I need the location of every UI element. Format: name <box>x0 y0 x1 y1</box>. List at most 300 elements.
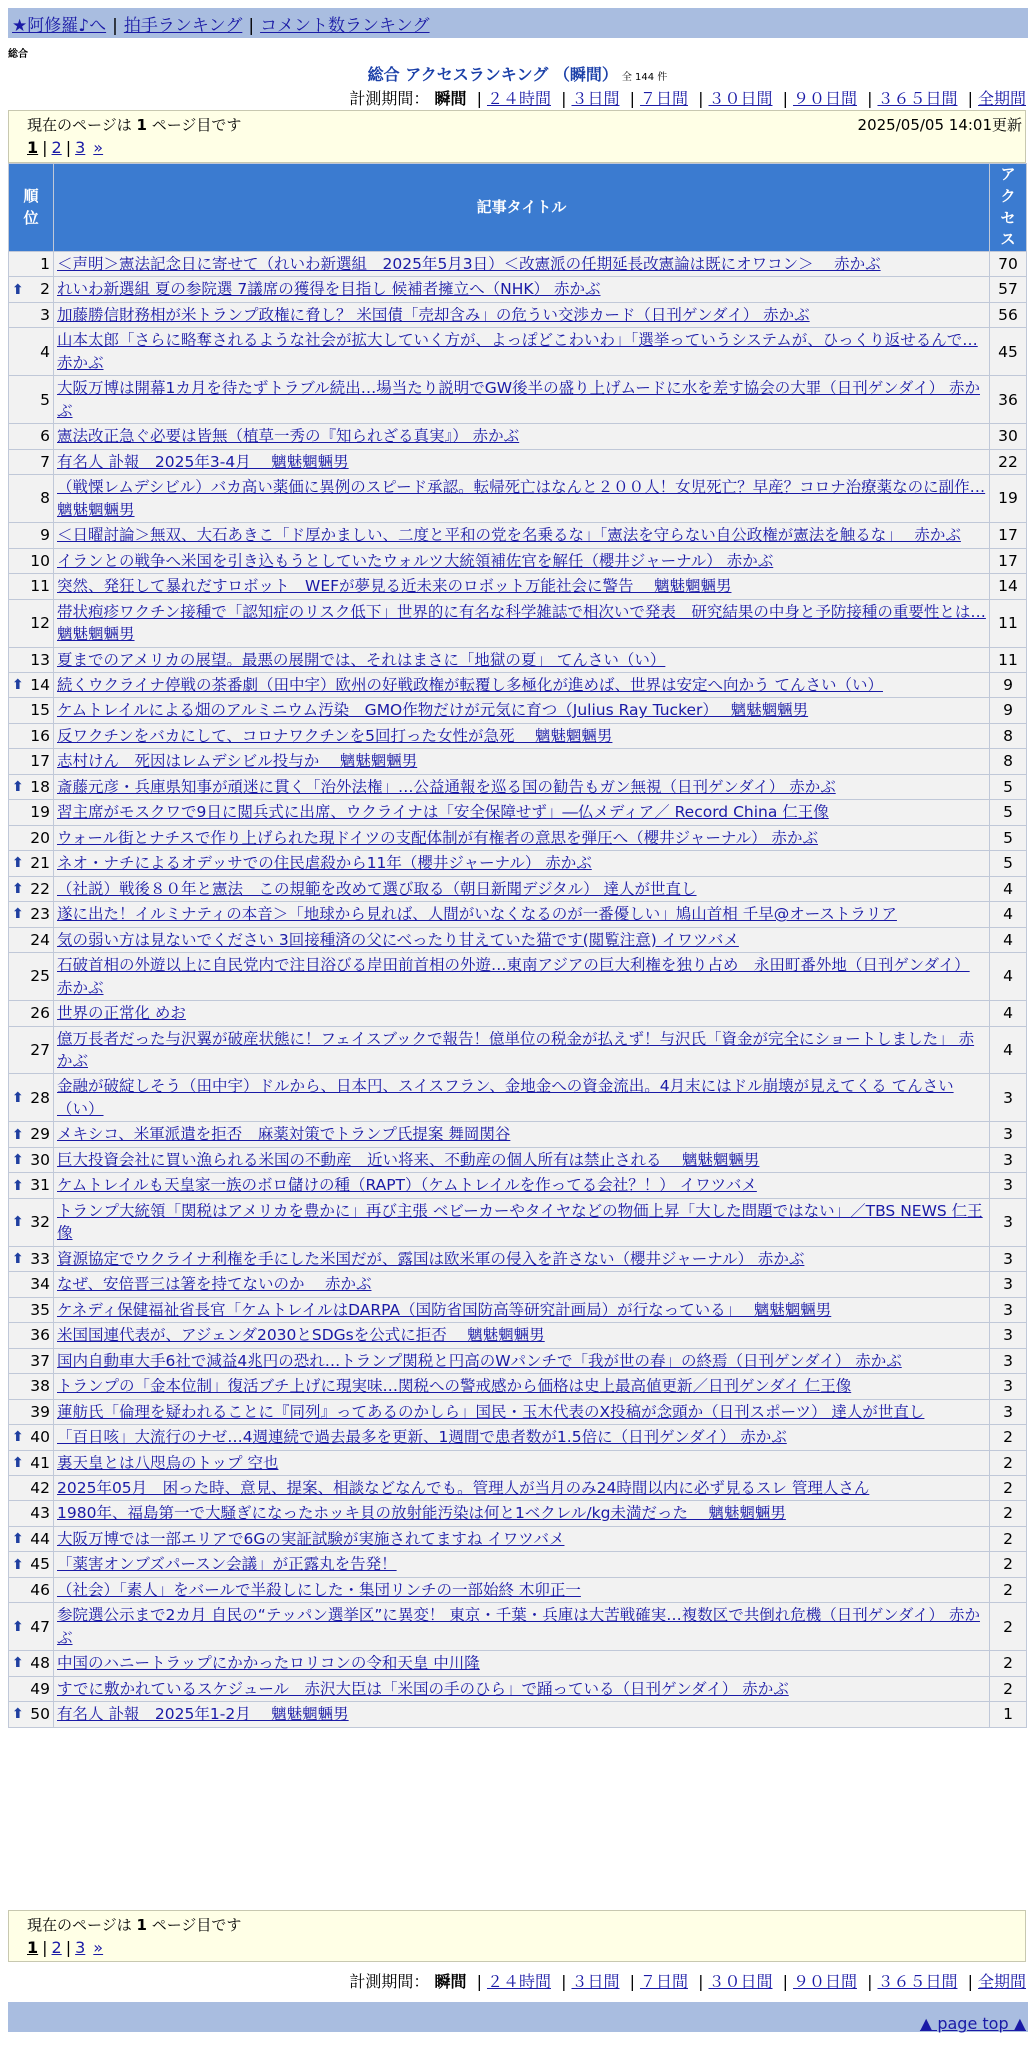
title-cell <box>54 1603 990 1651</box>
total-count: 全 144 件 <box>621 72 668 83</box>
table-row <box>9 1374 1027 1399</box>
table-row <box>9 1272 1027 1297</box>
footer-bar <box>8 2002 1028 2032</box>
title-cell <box>54 1702 990 1727</box>
rank-number: 4 <box>40 342 50 361</box>
access-count: 2 <box>990 1425 1027 1450</box>
rank-number: 15 <box>30 701 50 720</box>
nav-link-comment-ranking[interactable]: コメント数ランキング <box>260 15 430 36</box>
period-link-7d[interactable]: ７日間 <box>639 1972 688 1991</box>
period-separator: | <box>698 89 704 108</box>
article-title-link[interactable]: 憲法改正急ぐ必要は皆無（植草一秀の『知られざる真実』） 赤かぶ <box>57 427 520 446</box>
article-title-link[interactable]: 巨大投資会社に買い漁られる米国の不動産 近い将来、不動産の個人所有は禁止される 魑魅魍魎男 <box>57 1150 760 1169</box>
title-cell <box>54 1001 990 1026</box>
title-cell <box>54 328 990 376</box>
access-count: 2 <box>990 1526 1027 1551</box>
rank-number: 14 <box>30 675 50 694</box>
title-cell <box>54 1475 990 1500</box>
access-count: 3 <box>990 1323 1027 1348</box>
page-title <box>0 62 1035 85</box>
article-title-link[interactable]: 「百日咳」大流行のナゼ…4週連続で過去最多を更新、1週間で患者数が1.5倍に（日刊ゲンダイ） 赤かぶ <box>57 1428 787 1447</box>
access-count: 56 <box>990 302 1027 327</box>
article-title-link[interactable]: 気の弱い方は見ないでください 3回接種済の父にべったり甘えていた猫です(閲覧注意) イワツバメ <box>57 930 739 949</box>
article-title-link[interactable]: 中国のハニートラップにかかったロリコンの令和天皇 中川隆 <box>57 1654 480 1673</box>
rank-cell <box>9 1702 54 1727</box>
article-title-link[interactable]: 億万長者だった与沢翼が破産状態に！フェイスブックで報告！億単位の税金が払えず！与沢氏「資金が完全にショートしました」 赤かぶ <box>57 1029 975 1070</box>
page-status <box>27 1914 241 1935</box>
ranking-table <box>8 163 1027 1728</box>
access-count: 3 <box>990 1198 1027 1246</box>
period-separator: | <box>867 89 873 108</box>
access-count: 4 <box>990 953 1027 1001</box>
rank-number: 17 <box>30 752 50 771</box>
article-title-link[interactable]: 2025年05月 困った時、意見、提案、相談などなんでも。管理人が当月のみ24時間以内に必ず見るスレ 管理人さん <box>57 1478 870 1497</box>
article-title-link[interactable]: トランプ大統領「関税はアメリカを豊かに」再び主張 ベビーカーやタイヤなどの物価上昇「大した問題ではない」／TBS NEWS 仁王像 <box>57 1201 983 1243</box>
rank-cell <box>9 774 54 799</box>
article-title-link[interactable]: 米国国連代表が、アジェンダ2030とSDGsを公式に拒否 魑魅魍魎男 <box>57 1326 545 1345</box>
rank-number: 9 <box>40 526 50 545</box>
rank-cell <box>9 523 54 548</box>
nav-link-ashura[interactable]: ★阿修羅♪へ <box>12 15 107 36</box>
table-row <box>9 1501 1027 1526</box>
table-row <box>9 800 1027 825</box>
title-cell <box>54 774 990 799</box>
period-selector-top <box>349 86 1026 109</box>
rank-number: 30 <box>30 1150 50 1169</box>
rank-cell <box>9 1374 54 1399</box>
period-separator: | <box>476 1972 482 1991</box>
rank-cell <box>9 851 54 876</box>
table-row <box>9 475 1027 523</box>
rank-cell <box>9 1526 54 1551</box>
rank-number: 50 <box>30 1705 50 1724</box>
rank-cell <box>9 1348 54 1373</box>
page-status-prefix: 現在のページは <box>27 1916 132 1934</box>
rank-number: 44 <box>30 1529 50 1548</box>
period-link-all[interactable]: 全期間 <box>977 89 1026 108</box>
rank-cell <box>9 1074 54 1122</box>
rank-cell <box>9 825 54 850</box>
article-title-link[interactable]: 加藤勝信財務相が米トランプ政権に脅し？ 米国債「売却含み」の危うい交渉カード（日刊ゲンダイ） 赤かぶ <box>57 305 810 324</box>
rank-up-arrow-icon: ⬆ <box>12 1089 24 1106</box>
rank-cell <box>9 1173 54 1198</box>
table-row <box>9 1001 1027 1026</box>
article-title-link[interactable]: 遂に出た！イルミナティの本音＞「地球から見れば、人間がいなくなるのが一番優しい」鳩山首相 千早@オーストラリア <box>57 905 897 924</box>
page-status-suffix: ページ目です <box>151 116 242 134</box>
title-cell <box>54 1501 990 1526</box>
period-link-all[interactable]: 全期間 <box>977 1972 1026 1991</box>
access-count: 1 <box>990 1702 1027 1727</box>
ranking-table-body <box>9 252 1027 1728</box>
period-link-365d[interactable]: ３６５日間 <box>877 1972 958 1991</box>
rank-number: 22 <box>30 879 50 898</box>
rank-number: 21 <box>30 854 50 873</box>
period-separator: | <box>967 1972 973 1991</box>
table-row <box>9 876 1027 901</box>
article-title-link[interactable]: 金融が破綻しそう（田中宇）ドルから、日本円、スイスフラン、金地金への資金流出。4月末にはドル崩壊が見えてくる てんさい（い） <box>57 1077 954 1118</box>
article-title-link[interactable]: 山本太郎「さらに略奪されるような社会が拡大していく方が、よっぽどこわいわ」「選挙っていうシステムが、ひっくり返せるんで… 赤かぶ <box>57 331 978 372</box>
rank-cell <box>9 1323 54 1348</box>
rank-cell <box>9 1001 54 1026</box>
rank-up-arrow-icon: ⬆ <box>12 880 24 897</box>
rank-number: 28 <box>30 1088 50 1107</box>
table-row <box>9 1399 1027 1424</box>
access-count: 3 <box>990 1297 1027 1322</box>
access-count: 3 <box>990 1374 1027 1399</box>
title-cell <box>54 1297 990 1322</box>
title-cell <box>54 449 990 474</box>
period-separator: | <box>476 89 482 108</box>
article-title-link[interactable]: 斎藤元彦・兵庫県知事が頑迷に貫く「治外法権」…公益通報を巡る国の勧告もガン無視（日刊ゲンダイ） 赤かぶ <box>57 777 836 796</box>
title-cell <box>54 1074 990 1122</box>
article-title-link[interactable]: イランとの戦争へ米国を引き込もうとしていたウォルツ大統領補佐官を解任（櫻井ジャーナル） 赤かぶ <box>57 551 774 570</box>
access-count: 4 <box>990 1001 1027 1026</box>
rank-cell <box>9 927 54 952</box>
rank-up-arrow-icon: ⬆ <box>12 1618 24 1635</box>
article-title-link[interactable]: 石破首相の外遊以上に自民党内で注目浴びる岸田前首相の外遊…東南アジアの巨大利権を独り占め 永田町番外地（日刊ゲンダイ） 赤かぶ <box>57 956 970 997</box>
rank-cell <box>9 1475 54 1500</box>
page-link-3[interactable]: 3 <box>75 1938 86 1957</box>
article-title-link[interactable]: ＜声明＞憲法記念日に寄せて（れいわ新選組 2025年5月3日）＜改憲派の任期延長改憲論は既にオワコン＞ 赤かぶ <box>57 255 881 273</box>
rank-number: 49 <box>30 1679 50 1698</box>
title-cell <box>54 574 990 599</box>
column-header-title: 記事タイトル <box>54 164 990 252</box>
rank-number: 24 <box>30 930 50 949</box>
article-title-link[interactable]: 大阪万博は開幕1カ月を待たずトラブル続出…場当たり説明でGW後半の盛り上げムードに水を差す協会の大罪（日刊ゲンダイ） 赤かぶ <box>57 379 980 420</box>
table-row <box>9 376 1027 424</box>
article-title-link[interactable]: メキシコ、米軍派遣を拒否 麻薬対策でトランプ氏提案 舞岡関谷 <box>57 1125 511 1144</box>
rank-cell <box>9 1026 54 1074</box>
page-link-3[interactable]: 3 <box>75 138 86 157</box>
rank-number: 41 <box>30 1453 50 1472</box>
access-count: 4 <box>990 876 1027 901</box>
table-row <box>9 252 1027 277</box>
rank-up-arrow-icon: ⬆ <box>12 1126 24 1143</box>
access-count: 30 <box>990 424 1027 449</box>
rank-cell <box>9 424 54 449</box>
rank-cell <box>9 1198 54 1246</box>
rank-number: 25 <box>30 967 50 986</box>
rank-up-arrow-icon: ⬆ <box>12 1214 24 1231</box>
rank-up-arrow-icon: ⬆ <box>12 677 24 694</box>
article-title-link[interactable]: ウォール街とナチスで作り上げられた現ドイツの支配体制が有権者の意思を弾圧へ（櫻井ジャーナル） 赤かぶ <box>57 828 819 847</box>
article-title-link[interactable]: れいわ新選組 夏の参院選 7議席の獲得を目指し 候補者擁立へ（NHK） 赤かぶ <box>57 280 601 299</box>
title-cell <box>54 1348 990 1373</box>
page-separator: | <box>42 1938 48 1957</box>
period-separator: | <box>967 89 973 108</box>
category-label: 総合 <box>8 49 28 60</box>
access-count: 3 <box>990 1147 1027 1172</box>
access-count: 19 <box>990 475 1027 523</box>
rank-cell <box>9 1297 54 1322</box>
access-count: 2 <box>990 1676 1027 1701</box>
article-title-link[interactable]: 帯状疱疹ワクチン接種で「認知症のリスク低下」世界的に有名な科学雑誌で相次いで発表 研究結果の中身と予防接種の重要性とは… 魑魅魍魎男 <box>57 602 986 644</box>
title-cell <box>54 723 990 748</box>
article-title-link[interactable]: 1980年、福島第一で大騒ぎになったホッキ貝の放射能汚染は何と1ベクレル/kg未満だった 魑魅魍魎男 <box>57 1504 786 1523</box>
access-count: 2 <box>990 1450 1027 1475</box>
article-title-link[interactable]: 蓮舫氏「倫理を疑われることに『同列』ってあるのかしら」国民・玉木代表のX投稿が念頭か（日刊スポーツ） 達人が世直し <box>57 1402 925 1421</box>
title-cell <box>54 851 990 876</box>
article-title-link[interactable]: トランプの「金本位制」復活ブチ上げに現実味…関税への警戒感から価格は史上最高値更新／日刊ゲンダイ 仁王像 <box>57 1377 852 1396</box>
title-cell <box>54 302 990 327</box>
rank-number: 39 <box>30 1402 50 1421</box>
article-title-link[interactable]: 裏天皇とは八咫烏のトップ 空也 <box>57 1453 279 1472</box>
title-cell <box>54 1552 990 1577</box>
article-title-link[interactable]: 世界の正常化 めお <box>57 1004 186 1023</box>
access-count: 8 <box>990 723 1027 748</box>
table-row <box>9 825 1027 850</box>
article-title-link[interactable]: すでに敷かれているスケジュール 赤沢大臣は「米国の手のひら」で踊っている（日刊ゲンダイ） 赤かぶ <box>57 1679 789 1698</box>
article-title-link[interactable]: 反ワクチンをバカにして、コロナワクチンを5回打った女性が急死 魑魅魍魎男 <box>57 726 613 745</box>
access-count: 4 <box>990 927 1027 952</box>
title-cell <box>54 927 990 952</box>
article-title-link[interactable]: 資源協定でウクライナ利権を手にした米国だが、露国は欧米軍の侵入を許さない（櫻井ジャーナル） 赤かぶ <box>57 1249 805 1268</box>
rank-number: 31 <box>30 1176 50 1195</box>
rank-number: 38 <box>30 1377 50 1396</box>
title-cell <box>54 599 990 647</box>
title-cell <box>54 1323 990 1348</box>
page-status <box>27 114 241 135</box>
table-row <box>9 851 1027 876</box>
page-next-link[interactable]: » <box>93 138 104 157</box>
title-cell <box>54 876 990 901</box>
title-cell <box>54 647 990 672</box>
rank-cell <box>9 800 54 825</box>
title-cell <box>54 800 990 825</box>
rank-number: 7 <box>40 452 50 471</box>
rank-cell <box>9 647 54 672</box>
title-cell <box>54 523 990 548</box>
table-row <box>9 672 1027 697</box>
nav-link-applause-ranking[interactable]: 拍手ランキング <box>123 15 243 36</box>
rank-cell <box>9 277 54 302</box>
table-row <box>9 1552 1027 1577</box>
article-title-link[interactable]: 習主席がモスクワで9日に閲兵式に出席、ウクライナは「安全保障せず」―仏メディア／ Record China 仁王像 <box>57 803 829 822</box>
pagination <box>27 138 103 157</box>
period-link-365d[interactable]: ３６５日間 <box>877 89 958 108</box>
access-count: 2 <box>990 1475 1027 1500</box>
title-cell <box>54 1122 990 1147</box>
rank-cell <box>9 1501 54 1526</box>
page-separator: | <box>65 1938 72 1957</box>
page-top-link[interactable]: ▲ page top ▲ <box>919 2014 1026 2033</box>
rank-cell <box>9 953 54 1001</box>
page-link-current[interactable]: 1 <box>27 138 39 157</box>
article-title-link[interactable]: 「薬害オンブズパースン会議」が正露丸を告発！ <box>57 1555 397 1574</box>
rank-cell <box>9 1676 54 1701</box>
rank-number: 47 <box>30 1617 50 1636</box>
rank-number: 45 <box>30 1555 50 1574</box>
title-cell <box>54 1147 990 1172</box>
article-title-link[interactable]: 夏までのアメリカの展望。最悪の展開では、それはまさに「地獄の夏」 てんさい（い） <box>57 650 666 669</box>
access-count: 11 <box>990 599 1027 647</box>
article-title-link[interactable]: （戦慄レムデシビル）バカ高い薬価に異例のスピード承認。転帰死亡はなんと２００人！女児死亡？早産？コロナ治療薬なのに副作… 魑魅魍魎男 <box>57 478 986 519</box>
access-count: 11 <box>990 647 1027 672</box>
rank-cell <box>9 252 54 277</box>
rank-cell <box>9 1651 54 1676</box>
period-link-24h[interactable]: ２４時間 <box>486 89 551 108</box>
title-cell <box>54 953 990 1001</box>
period-link-30d[interactable]: ３０日間 <box>708 1972 773 1991</box>
rank-cell <box>9 1450 54 1475</box>
access-count: 70 <box>990 252 1027 277</box>
article-title-link[interactable]: 国内自動車大手6社で減益4兆円の恐れ…トランプ関税と円高のWパンチで「我が世の春」の終焉（日刊ゲンダイ） 赤かぶ <box>57 1351 902 1370</box>
access-count: 45 <box>990 328 1027 376</box>
period-separator: | <box>629 1972 635 1991</box>
article-title-link[interactable]: 大阪万博では一部エリアで6Gの実証試験が実施されてますね イワツバメ <box>57 1529 565 1548</box>
access-count: 17 <box>990 523 1027 548</box>
page-link-2[interactable]: 2 <box>51 138 62 157</box>
title-cell <box>54 1173 990 1198</box>
title-cell <box>54 1272 990 1297</box>
article-title-link[interactable]: ＜日曜討論＞無双、大石あきこ「ド厚かましい、二度と平和の党を名乗るな」「憲法を守らない自公政権が憲法を触るな」 赤かぶ <box>57 526 961 545</box>
access-count: 5 <box>990 800 1027 825</box>
table-row <box>9 1246 1027 1271</box>
rank-number: 29 <box>30 1125 50 1144</box>
period-link-3d[interactable]: ３日間 <box>571 1972 620 1991</box>
rank-up-arrow-icon: ⬆ <box>12 1250 24 1267</box>
rank-up-arrow-icon: ⬆ <box>12 906 24 923</box>
article-title-link[interactable]: ケムトレイルも天皇家一族のボロ儲けの種（RAPT）（ケムトレイルを作ってる会社？！） イワツバメ <box>57 1176 757 1195</box>
access-count: 3 <box>990 1246 1027 1271</box>
rank-cell <box>9 1147 54 1172</box>
period-current: 瞬間 <box>434 1972 467 1991</box>
access-count: 3 <box>990 1399 1027 1424</box>
article-title-link[interactable]: 志村けん 死因はレムデシビル投与か 魑魅魍魎男 <box>57 752 418 771</box>
access-count: 2 <box>990 1552 1027 1577</box>
table-row <box>9 574 1027 599</box>
table-row <box>9 1198 1027 1246</box>
page-title-text: 総合 アクセスランキング （瞬間） <box>367 65 618 84</box>
period-link-24h[interactable]: ２４時間 <box>486 1972 551 1991</box>
rank-cell <box>9 548 54 573</box>
rank-number: 23 <box>30 905 50 924</box>
article-title-link[interactable]: ネオ・ナチによるオデッサでの住民虐殺から11年（櫻井ジャーナル） 赤かぶ <box>57 854 592 873</box>
table-row <box>9 1323 1027 1348</box>
access-count: 9 <box>990 698 1027 723</box>
article-title-link[interactable]: （社会）「素人」をバールで半殺しにした・集団リンチの一部始終 木卯正一 <box>57 1580 581 1599</box>
table-row <box>9 1122 1027 1147</box>
rank-cell <box>9 1577 54 1602</box>
rank-cell <box>9 475 54 523</box>
rank-cell <box>9 1272 54 1297</box>
table-row <box>9 277 1027 302</box>
access-count: 22 <box>990 449 1027 474</box>
period-selector-bottom <box>349 1969 1026 1992</box>
rank-up-arrow-icon: ⬆ <box>12 778 24 795</box>
rank-cell <box>9 1122 54 1147</box>
rank-cell <box>9 302 54 327</box>
table-row <box>9 302 1027 327</box>
table-row <box>9 1475 1027 1500</box>
title-cell <box>54 252 990 277</box>
table-row <box>9 548 1027 573</box>
rank-number: 26 <box>30 1004 50 1023</box>
table-row <box>9 523 1027 548</box>
page-link-current[interactable]: 1 <box>27 1938 39 1957</box>
pagination <box>27 1938 103 1957</box>
period-link-90d[interactable]: ９０日間 <box>792 1972 857 1991</box>
title-cell <box>54 1374 990 1399</box>
page-status-suffix: ページ目です <box>151 1916 242 1934</box>
access-count: 2 <box>990 1651 1027 1676</box>
rank-number: 32 <box>30 1213 50 1232</box>
article-title-link[interactable]: ケネディ保健福祉省長官「ケムトレイルはDARPA（国防省国防高等研究計画局）が行なっている」 魑魅魍魎男 <box>57 1300 832 1319</box>
title-cell <box>54 424 990 449</box>
access-count: 36 <box>990 376 1027 424</box>
article-title-link[interactable]: 参院選公示まで2カ月 自民の“テッパン選挙区”に異変！ 東京・千葉・兵庫は大苦戦確実…複数区で共倒れ危機（日刊ゲンダイ） 赤かぶ <box>57 1606 980 1647</box>
access-count: 2 <box>990 1577 1027 1602</box>
rank-number: 10 <box>30 551 50 570</box>
access-count: 5 <box>990 774 1027 799</box>
access-count: 2 <box>990 1501 1027 1526</box>
article-title-link[interactable]: 続くウクライナ停戦の茶番劇（田中宇）欧州の好戦政権が転覆し多極化が進めば、世界は安定へ向かう てんさい（い） <box>57 675 883 694</box>
rank-up-arrow-icon: ⬆ <box>12 855 24 872</box>
title-cell <box>54 1246 990 1271</box>
article-title-link[interactable]: なぜ、安倍晋三は箸を持てないのか 赤かぶ <box>57 1275 372 1294</box>
rank-number: 12 <box>30 613 50 632</box>
rank-cell <box>9 1552 54 1577</box>
rank-up-arrow-icon: ⬆ <box>12 1177 24 1194</box>
period-link-7d[interactable]: ７日間 <box>639 89 688 108</box>
title-cell <box>54 548 990 573</box>
article-title-link[interactable]: （社説）戦後８０年と憲法 この規範を改めて選び取る（朝日新聞デジタル） 達人が世直し <box>57 879 697 898</box>
article-title-link[interactable]: 有名人 訃報 2025年1-2月 魑魅魍魎男 <box>57 1705 349 1724</box>
rank-number: 34 <box>30 1275 50 1294</box>
rank-up-arrow-icon: ⬆ <box>12 1556 24 1573</box>
table-row <box>9 328 1027 376</box>
table-row <box>9 1651 1027 1676</box>
rank-cell <box>9 723 54 748</box>
rank-number: 43 <box>30 1504 50 1523</box>
table-row <box>9 1026 1027 1074</box>
rank-number: 1 <box>40 255 50 273</box>
page-next-link[interactable]: » <box>93 1938 104 1957</box>
article-title-link[interactable]: 突然、発狂して暴れだすロボット WEFが夢見る近未来のロボット万能社会に警告 魑魅魍魎男 <box>57 577 732 596</box>
rank-number: 5 <box>40 390 50 409</box>
article-title-link[interactable]: 有名人 訃報 2025年3-4月 魑魅魍魎男 <box>57 452 349 471</box>
table-row <box>9 749 1027 774</box>
period-link-90d[interactable]: ９０日間 <box>792 89 857 108</box>
pager-bottom <box>8 1910 1026 1962</box>
period-link-30d[interactable]: ３０日間 <box>708 89 773 108</box>
page-link-2[interactable]: 2 <box>51 1938 62 1957</box>
page-status-prefix: 現在のページは <box>27 116 132 134</box>
access-count: 57 <box>990 277 1027 302</box>
access-count: 4 <box>990 1026 1027 1074</box>
period-link-3d[interactable]: ３日間 <box>571 89 620 108</box>
rank-up-arrow-icon: ⬆ <box>12 1454 24 1471</box>
article-title-link[interactable]: ケムトレイルによる畑のアルミニウム汚染 GMO作物だけが元気に育つ（Julius Ray Tucker） 魑魅魍魎男 <box>57 701 809 720</box>
rank-up-arrow-icon: ⬆ <box>12 1530 24 1547</box>
top-nav-bar <box>8 8 1028 38</box>
rank-cell <box>9 1603 54 1651</box>
access-count: 3 <box>990 1074 1027 1122</box>
title-cell <box>54 1198 990 1246</box>
title-cell <box>54 1450 990 1475</box>
rank-number: 48 <box>30 1654 50 1673</box>
rank-up-arrow-icon: ⬆ <box>12 1151 24 1168</box>
rank-cell <box>9 328 54 376</box>
column-header-rank: 順位 <box>9 164 54 252</box>
access-count: 3 <box>990 1348 1027 1373</box>
period-separator: | <box>629 89 635 108</box>
title-cell <box>54 749 990 774</box>
rank-cell <box>9 1246 54 1271</box>
title-cell <box>54 1676 990 1701</box>
rank-cell <box>9 749 54 774</box>
table-row <box>9 1450 1027 1475</box>
